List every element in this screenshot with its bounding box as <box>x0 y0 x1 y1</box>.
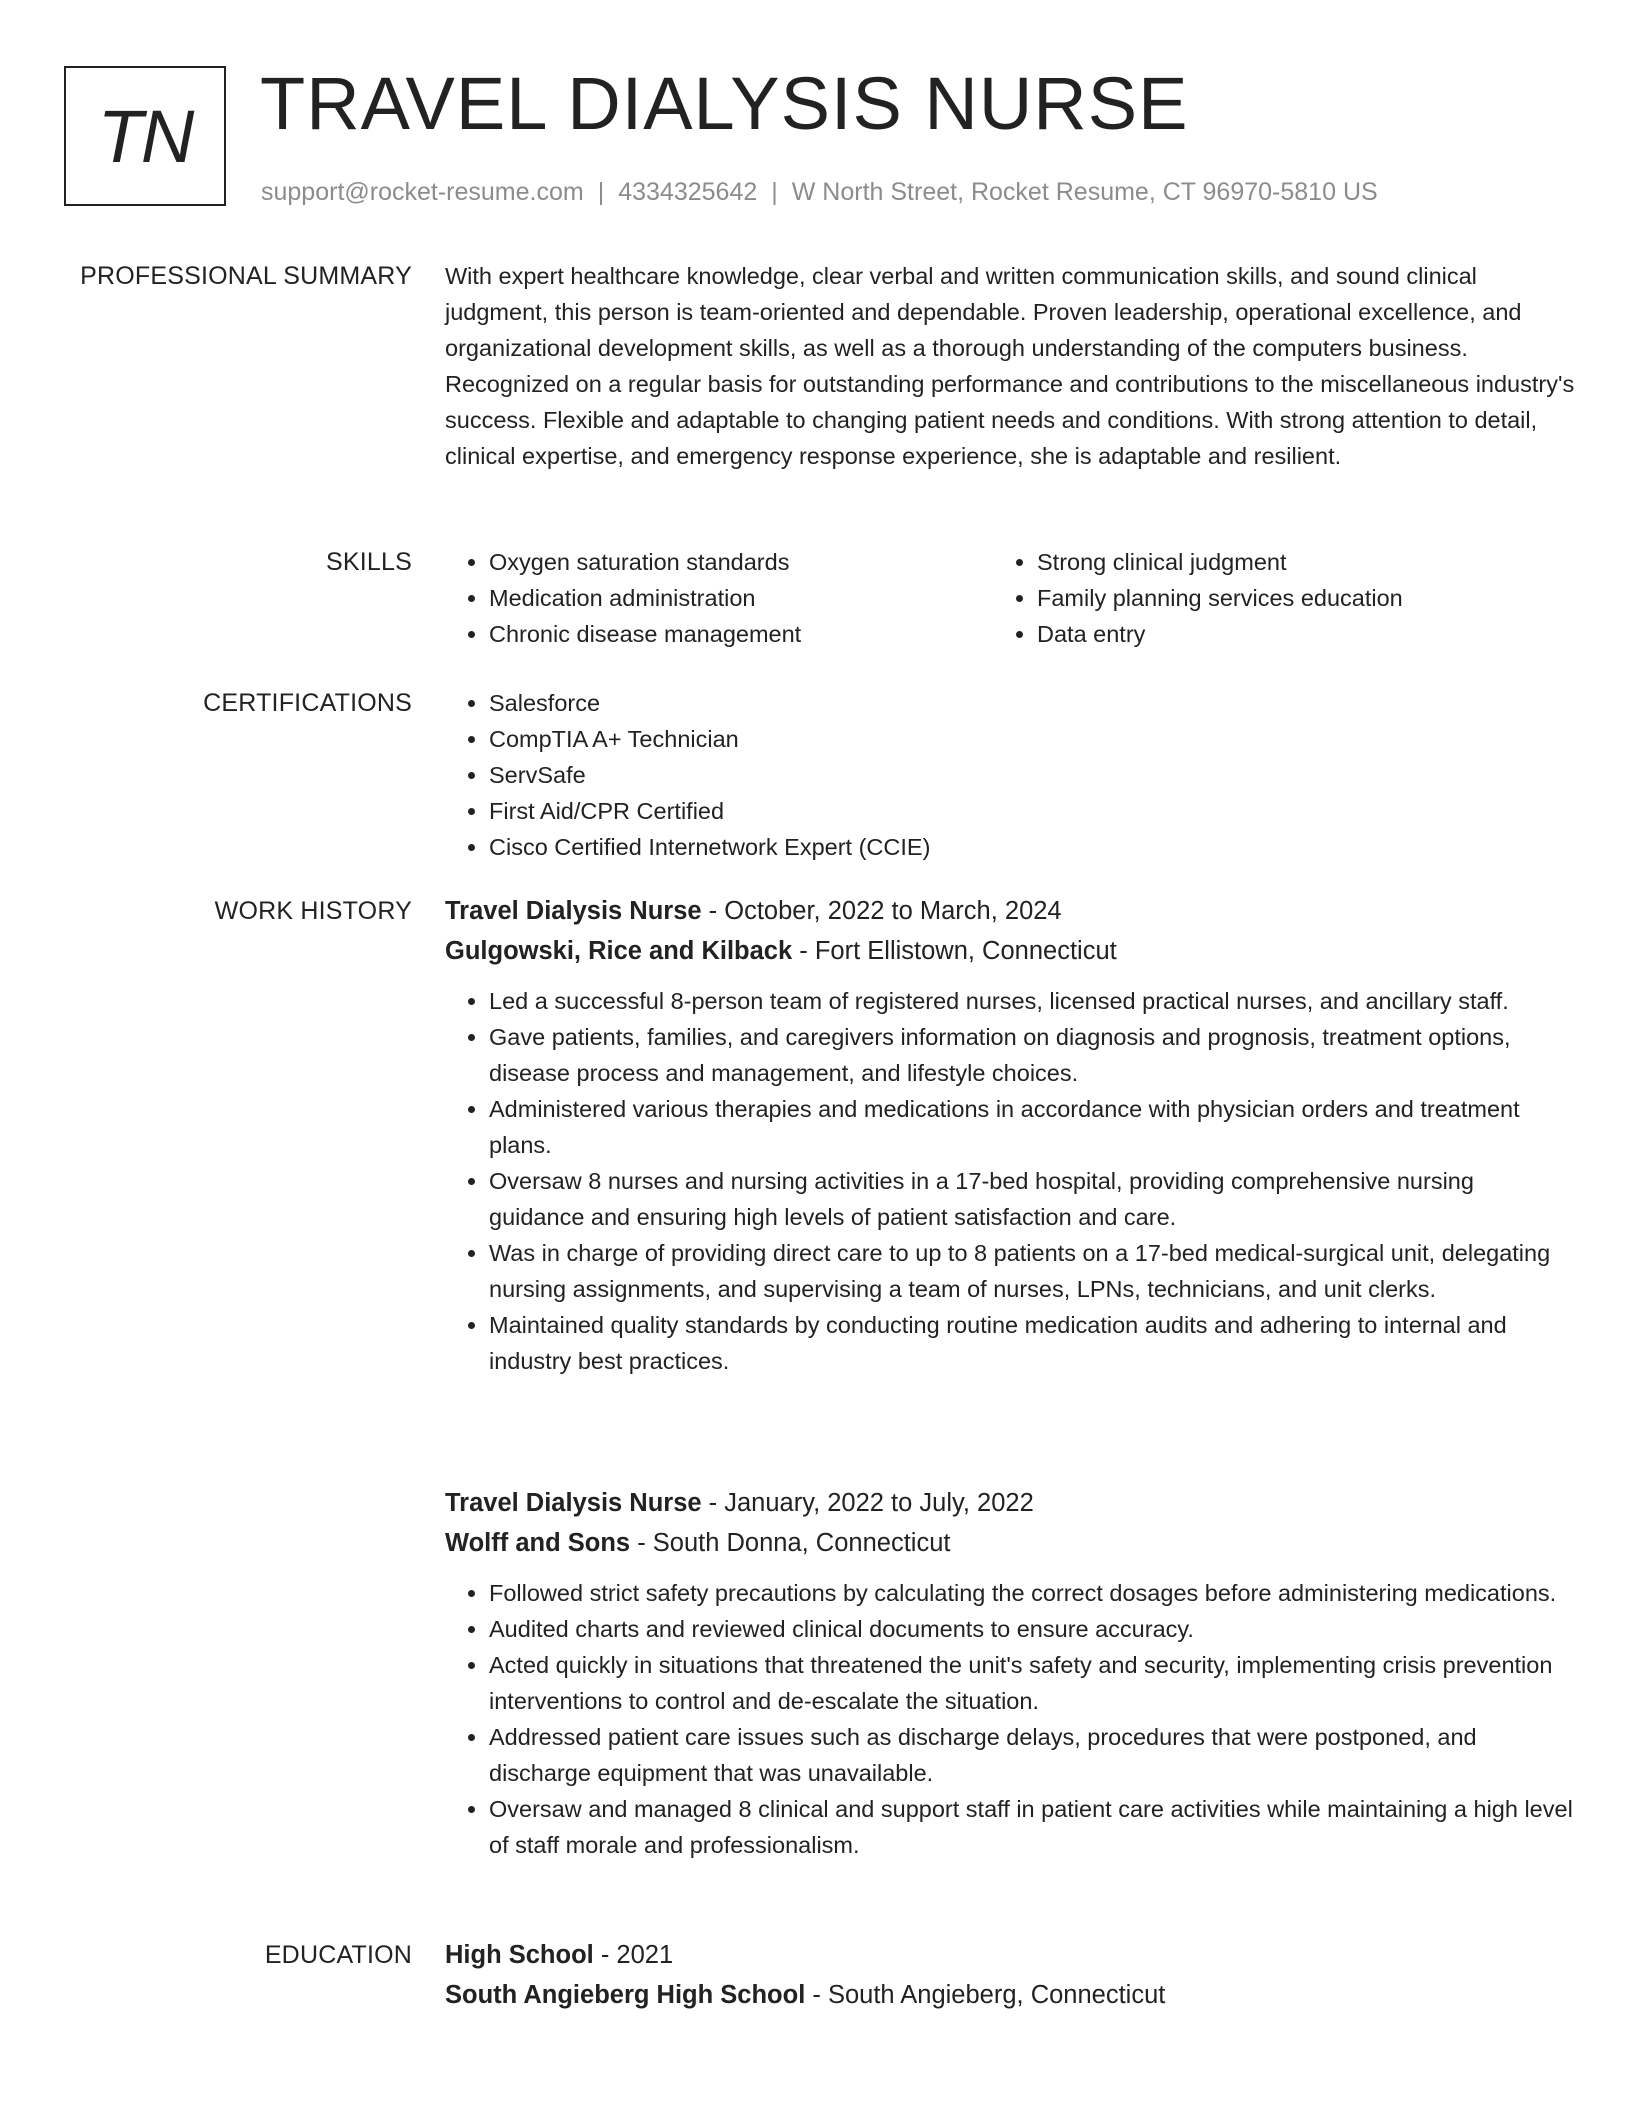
skills-column-right <box>993 544 1541 652</box>
job-location: - South Donna, Connecticut <box>630 1529 951 1557</box>
candidate-name: TRAVEL DIALYSIS NURSE <box>260 62 1189 145</box>
summary-label: PROFESSIONAL SUMMARY <box>80 262 412 290</box>
job-entry <box>445 891 1575 1379</box>
job-dates: - January, 2022 to July, 2022 <box>701 1489 1034 1517</box>
job-bullet: • Administered various therapies and medications in accordance with physician orders and treatment plans. <box>489 1091 1575 1163</box>
work-history-body <box>445 891 1575 1379</box>
contact-line <box>261 176 1378 209</box>
certification-item: • ServSafe <box>489 757 1575 793</box>
job-location: - Fort Ellistown, Connecticut <box>792 937 1117 965</box>
education-school-line <box>445 1975 1575 2015</box>
certifications-list <box>445 685 1575 865</box>
contact-email: support@rocket-resume.com <box>261 178 584 206</box>
job-bullet: • Led a successful 8-person team of registered nurses, licensed practical nurses, and ancillary staff. <box>489 983 1575 1019</box>
job-bullet: • Oversaw and managed 8 clinical and support staff in patient care activities while maintaining a high level of staff morale and professionalism. <box>489 1791 1575 1863</box>
job-bullet: • Gave patients, families, and caregivers information on diagnosis and prognosis, treatment options, disease process and management, and lifestyle choices. <box>489 1019 1575 1091</box>
work-history-body-2 <box>445 1483 1575 1863</box>
education-location: - South Angieberg, Connecticut <box>805 1981 1166 2009</box>
resume-header <box>64 64 1568 214</box>
job-dates: - October, 2022 to March, 2024 <box>701 897 1062 925</box>
job-bullet: • Addressed patient care issues such as discharge delays, procedures that were postponed, and discharge equipment that was unavailable. <box>489 1719 1575 1791</box>
job-employer: Gulgowski, Rice and Kilback <box>445 937 793 965</box>
job-bullet: • Acted quickly in situations that threatened the unit's safety and security, implementing crisis prevention interventions to control and de-escalate the situation. <box>489 1647 1575 1719</box>
skills-grid <box>445 544 1575 652</box>
job-bullets <box>445 983 1575 1379</box>
skill-item: • Oxygen saturation standards <box>489 544 993 580</box>
skills-label: SKILLS <box>326 548 412 576</box>
work-history-label: WORK HISTORY <box>214 897 412 925</box>
job-bullet: • Audited charts and reviewed clinical documents to ensure accuracy. <box>489 1611 1575 1647</box>
contact-separator: | <box>597 178 605 206</box>
job-bullet: • Maintained quality standards by conducting routine medication audits and adhering to internal and industry best practices. <box>489 1307 1575 1379</box>
job-employer: Wolff and Sons <box>445 1529 631 1557</box>
summary-text: With expert healthcare knowledge, clear verbal and written communication skills, and sound clinical judgment, this person is team-oriented and dependable. Proven leadership, operational excellence, and organizational development skills, as well as a thorough understanding of the computers business. Recognized on a regular basis for outstanding performance and contributions to the miscellaneous industry's success. Flexible and adaptable to changing patient needs and conditions. With strong attention to detail, clinical expertise, and emergency response experience, she is adaptable and resilient. <box>445 263 1575 469</box>
certification-item: • CompTIA A+ Technician <box>489 721 1575 757</box>
monogram-logo: TN <box>64 66 226 206</box>
skill-item: • Family planning services education <box>1037 580 1541 616</box>
job-bullet: • Followed strict safety precautions by calculating the correct dosages before administering medications. <box>489 1575 1575 1611</box>
contact-phone: 4334325642 <box>618 178 758 206</box>
education-year: - 2021 <box>593 1941 674 1969</box>
summary-body <box>445 258 1575 474</box>
job-employer-line <box>445 1523 1575 1563</box>
education-school: South Angieberg High School <box>445 1981 806 2009</box>
job-title-line <box>445 1483 1575 1523</box>
education-degree-line <box>445 1935 1575 1975</box>
contact-separator: | <box>771 178 778 206</box>
job-bullets <box>445 1575 1575 1863</box>
job-bullet: • Oversaw 8 nurses and nursing activities in a 17-bed hospital, providing comprehensive nursing guidance and ensuring high levels of patient satisfaction and care. <box>489 1163 1575 1235</box>
job-entry <box>445 1483 1575 1863</box>
certification-item: • Salesforce <box>489 685 1575 721</box>
certification-item: • First Aid/CPR Certified <box>489 793 1575 829</box>
job-title: Travel Dialysis Nurse <box>445 1489 702 1517</box>
skill-item: • Chronic disease management <box>489 616 993 652</box>
education-degree: High School <box>445 1941 594 1969</box>
job-title: Travel Dialysis Nurse <box>445 897 702 925</box>
education-body <box>445 1935 1575 2015</box>
skill-item: • Medication administration <box>489 580 993 616</box>
skills-body <box>445 544 1575 652</box>
job-bullet: • Was in charge of providing direct care to up to 8 patients on a 17-bed medical-surgical unit, delegating nursing assignments, and supervising a team of nurses, LPNs, technicians, and unit clerks. <box>489 1235 1575 1307</box>
skills-list-right <box>993 544 1541 652</box>
certification-item: • Cisco Certified Internetwork Expert (CCIE) <box>489 829 1575 865</box>
skills-list-left <box>445 544 993 652</box>
skill-item: • Data entry <box>1037 616 1541 652</box>
job-employer-line <box>445 931 1575 971</box>
certifications-label: CERTIFICATIONS <box>203 689 412 717</box>
education-label: EDUCATION <box>264 1941 412 1969</box>
skill-item: • Strong clinical judgment <box>1037 544 1541 580</box>
contact-address: W North Street, Rocket Resume, CT 96970-5810 US <box>791 178 1378 206</box>
job-title-line <box>445 891 1575 931</box>
skills-column-left <box>445 544 993 652</box>
certifications-body <box>445 685 1575 865</box>
